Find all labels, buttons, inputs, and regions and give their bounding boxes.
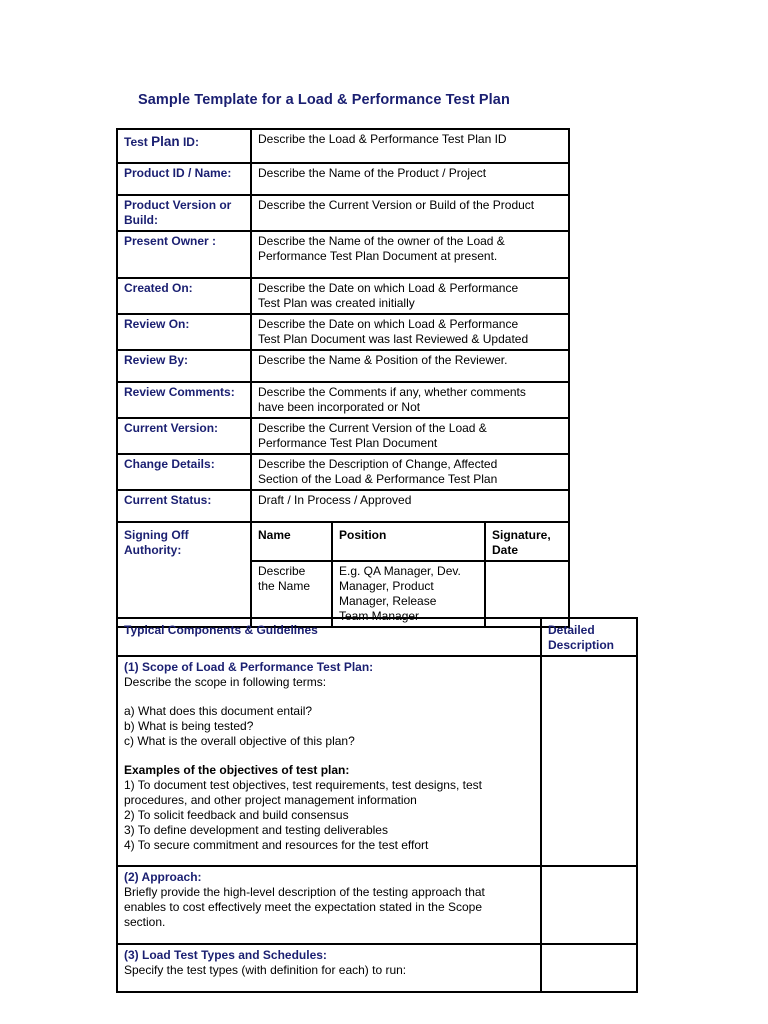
row-description <box>251 195 569 231</box>
test-plan-table <box>116 128 570 628</box>
section-load-types-row <box>117 944 637 992</box>
scope-detail-cell <box>541 656 637 866</box>
desc-line: Describe the Current Version of the Load & <box>258 421 487 435</box>
desc-line: Draft / In Process / Approved <box>258 493 412 507</box>
desc-line: Describe the Name of the Product / Project <box>258 166 487 180</box>
table-row <box>117 129 569 163</box>
value-line: Manager, Product <box>339 579 434 593</box>
header-detailed-description <box>541 618 637 656</box>
list-item: 1) To document test objectives, test requirements, test designs, test <box>124 778 482 792</box>
section-approach <box>117 866 541 944</box>
section-heading: (3) Load Test Types and Schedules: <box>124 948 327 962</box>
value-line: the Name <box>258 579 311 593</box>
signoff-label <box>117 522 251 627</box>
row-description <box>251 454 569 490</box>
row-description <box>251 418 569 454</box>
row-description <box>251 490 569 522</box>
table-row <box>117 231 569 278</box>
table-row <box>117 382 569 418</box>
row-label: Created On: <box>117 278 251 314</box>
list-item: procedures, and other project management information <box>124 793 417 807</box>
spacer <box>124 749 534 763</box>
header-components: Typical Components & Guidelines <box>117 618 541 656</box>
row-label <box>117 195 251 231</box>
list-item: 2) To solicit feedback and build consensus <box>124 808 349 822</box>
guidelines-table <box>116 617 638 993</box>
value-line: Manager, Release <box>339 594 437 608</box>
row-label <box>117 129 251 163</box>
desc-line: Describe the Name of the owner of the Load & <box>258 234 505 248</box>
desc-line: Performance Test Plan Document <box>258 436 438 450</box>
desc-line: Test Plan was created initially <box>258 296 415 310</box>
table-header-row <box>117 618 637 656</box>
table-row <box>117 418 569 454</box>
section-approach-row <box>117 866 637 944</box>
desc-line: Describe the Comments if any, whether comments <box>258 385 526 399</box>
label-part: Plan <box>151 134 180 149</box>
signoff-col-position: Position <box>332 522 485 561</box>
list-item: 4) To secure commitment and resources for the test effort <box>124 838 429 852</box>
spacer <box>124 690 534 704</box>
desc-line: Section of the Load & Performance Test Plan <box>258 472 498 486</box>
value-line: E.g. QA Manager, Dev. <box>339 564 461 578</box>
page-title: Sample Template for a Load & Performance Test Plan <box>138 92 510 108</box>
section-heading: (2) Approach: <box>124 870 202 884</box>
load-types-detail-cell <box>541 944 637 992</box>
label-part: ID: <box>179 135 199 149</box>
table-row <box>117 195 569 231</box>
desc-line: Describe the Name & Position of the Reviewer. <box>258 353 508 367</box>
table-row <box>117 314 569 350</box>
desc-line: Describe the Date on which Load & Performance <box>258 317 519 331</box>
list-item: c) What is the overall objective of this plan? <box>124 734 355 748</box>
list-item: b) What is being tested? <box>124 719 254 733</box>
value-line: Team Manager <box>339 609 420 623</box>
label-line: Build: <box>124 213 158 227</box>
examples-heading: Examples of the objectives of test plan: <box>124 763 350 777</box>
label-part: Test <box>124 135 152 149</box>
table-row <box>117 278 569 314</box>
table-row <box>117 350 569 382</box>
header-line: Date <box>492 543 519 557</box>
section-text: Describe the scope in following terms: <box>124 675 327 689</box>
desc-line: Describe the Load & Performance Test Plan ID <box>258 132 507 146</box>
table-row <box>117 490 569 522</box>
signoff-col-signature <box>485 522 569 561</box>
header-line: Detailed <box>548 623 595 637</box>
row-label: Change Details: <box>117 454 251 490</box>
row-label: Review By: <box>117 350 251 382</box>
desc-line: Performance Test Plan Document at present. <box>258 249 498 263</box>
desc-line: have been incorporated or Not <box>258 400 421 414</box>
section-text: enables to cost effectively meet the expectation stated in the Scope <box>124 900 483 914</box>
section-scope <box>117 656 541 866</box>
row-label: Current Status: <box>117 490 251 522</box>
section-text: Specify the test types (with definition for each) to run: <box>124 963 407 977</box>
desc-line: Describe the Description of Change, Affected <box>258 457 498 471</box>
table-row <box>117 163 569 195</box>
desc-line: Describe the Date on which Load & Performance <box>258 281 519 295</box>
row-description <box>251 314 569 350</box>
list-item: a) What does this document entail? <box>124 704 313 718</box>
row-description <box>251 382 569 418</box>
section-text: Briefly provide the high-level description of the testing approach that <box>124 885 485 899</box>
approach-detail-cell <box>541 866 637 944</box>
row-label: Current Version: <box>117 418 251 454</box>
table-row <box>117 454 569 490</box>
row-description <box>251 231 569 278</box>
label-line: Product Version or <box>124 198 232 212</box>
value-line: Describe <box>258 564 306 578</box>
desc-line: Test Plan Document was last Reviewed & Updated <box>258 332 529 346</box>
section-heading: (1) Scope of Load & Performance Test Plan: <box>124 660 374 674</box>
signoff-col-name: Name <box>251 522 332 561</box>
label-line: Signing Off <box>124 528 189 542</box>
row-label: Product ID / Name: <box>117 163 251 195</box>
header-line: Description <box>548 638 615 652</box>
row-label: Review On: <box>117 314 251 350</box>
header-line: Signature, <box>492 528 551 542</box>
list-item: 3) To define development and testing deliverables <box>124 823 388 837</box>
section-text: section. <box>124 915 166 929</box>
section-scope-row <box>117 656 637 866</box>
row-label: Present Owner : <box>117 231 251 278</box>
row-description <box>251 350 569 382</box>
signoff-header-row <box>117 522 569 561</box>
row-label: Review Comments: <box>117 382 251 418</box>
row-description <box>251 278 569 314</box>
row-description <box>251 129 569 163</box>
desc-line: Describe the Current Version or Build of the Product <box>258 198 535 212</box>
row-description <box>251 163 569 195</box>
label-line: Authority: <box>124 543 182 557</box>
section-load-types <box>117 944 541 992</box>
